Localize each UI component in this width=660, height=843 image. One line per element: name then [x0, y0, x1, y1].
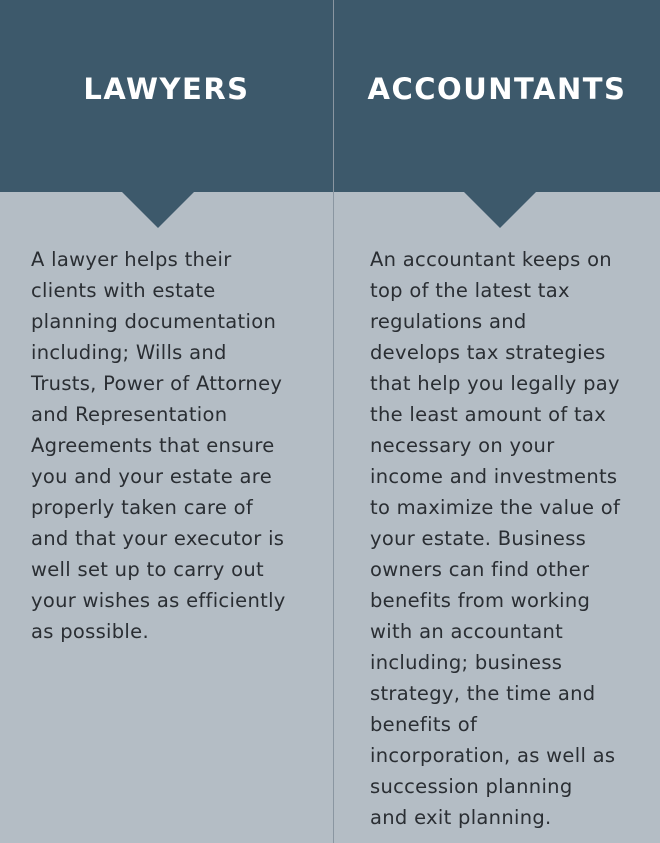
lawyers-line: well set up to carry out — [31, 558, 264, 581]
accountants-line: incorporation, as well as — [370, 744, 616, 767]
lawyers-line: Agreements that ensure — [31, 434, 275, 457]
accountants-line: to maximize the value of — [370, 496, 621, 519]
accountants-line: including; business — [370, 651, 563, 674]
lawyers-line: as possible. — [31, 620, 149, 643]
accountants-line: strategy, the time and — [370, 682, 596, 705]
accountants-line: the least amount of tax — [370, 403, 607, 426]
accountants-line: top of the latest tax — [370, 279, 570, 302]
lawyers-line: and that your executor is — [31, 527, 285, 550]
accountants-line: An accountant keeps on — [370, 248, 612, 271]
accountants-header — [334, 0, 660, 192]
accountants-pointer-arrow — [463, 191, 537, 228]
accountants-column — [334, 0, 660, 843]
accountants-line: benefits from working — [370, 589, 591, 612]
lawyers-description — [31, 244, 311, 647]
accountants-line: that help you legally pay — [370, 372, 620, 395]
lawyers-line: planning documentation — [31, 310, 277, 333]
accountants-line: with an accountant — [370, 620, 564, 643]
accountants-title: ACCOUNTANTS — [367, 72, 627, 106]
lawyers-line: A lawyer helps their — [31, 248, 232, 271]
lawyers-pointer-arrow — [121, 191, 195, 228]
accountants-line: develops tax strategies — [370, 341, 606, 364]
lawyers-line: you and your estate are — [31, 465, 272, 488]
accountants-description — [370, 244, 650, 833]
lawyers-title: LAWYERS — [83, 72, 250, 106]
accountants-line: owners can find other — [370, 558, 590, 581]
lawyers-line: and Representation — [31, 403, 228, 426]
accountants-line: and exit planning. — [370, 806, 552, 829]
lawyers-header — [0, 0, 333, 192]
accountants-line: income and investments — [370, 465, 618, 488]
lawyers-line: clients with estate — [31, 279, 216, 302]
lawyers-line: your wishes as efficiently — [31, 589, 286, 612]
accountants-line: your estate. Business — [370, 527, 587, 550]
accountants-line: succession planning — [370, 775, 573, 798]
lawyers-line: including; Wills and — [31, 341, 227, 364]
lawyers-line: Trusts, Power of Attorney — [31, 372, 283, 395]
accountants-line: regulations and — [370, 310, 527, 333]
accountants-line: necessary on your — [370, 434, 555, 457]
accountants-line: benefits of — [370, 713, 478, 736]
lawyers-line: properly taken care of — [31, 496, 254, 519]
